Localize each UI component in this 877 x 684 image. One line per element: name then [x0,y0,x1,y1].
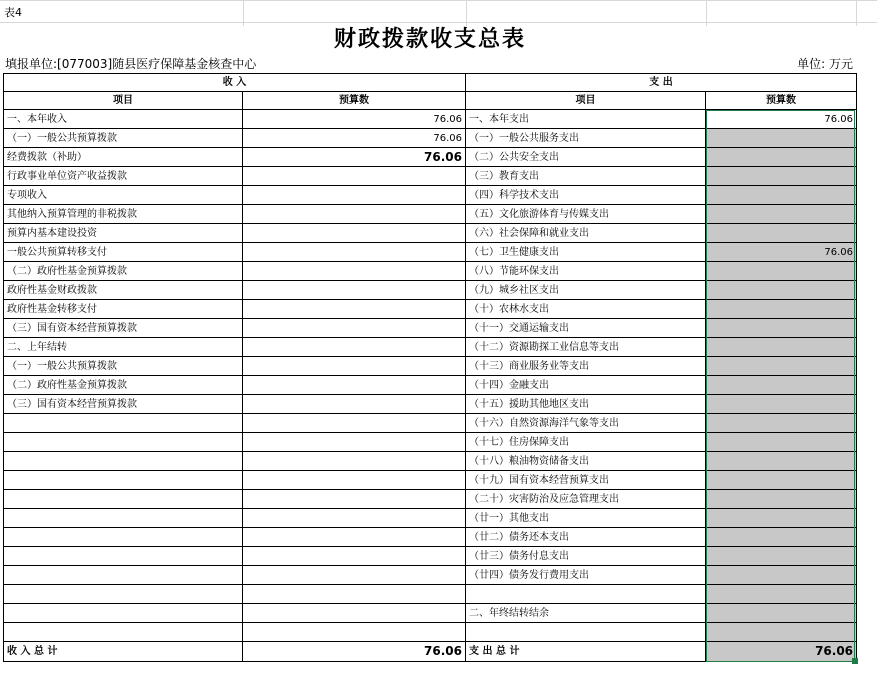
header-row-columns [4,92,857,110]
income-value-cell[interactable] [243,281,466,300]
table-row [4,547,857,566]
income-value-cell[interactable]: 76.06 [243,148,466,167]
income-item-cell[interactable] [4,471,243,490]
expense-item-cell[interactable] [466,585,706,604]
income-item-cell[interactable]: （二）政府性基金预算拨款 [4,376,243,395]
table-row [4,129,857,148]
table-row [4,433,857,452]
table-row [4,509,857,528]
expense-value-cell[interactable] [706,528,857,547]
table-row [4,205,857,224]
expense-value-cell[interactable] [706,357,857,376]
income-total-label[interactable]: 收 入 总 计 [4,642,243,662]
table-row [4,338,857,357]
header-row-group [4,74,857,92]
expense-value-cell[interactable] [706,281,857,300]
fill-handle[interactable] [852,658,858,664]
income-value-cell[interactable] [243,205,466,224]
income-value-cell[interactable] [243,490,466,509]
expense-item-cell[interactable]: （七）卫生健康支出 [466,243,706,262]
income-value-cell[interactable] [243,547,466,566]
income-item-header[interactable]: 项目 [4,92,243,110]
income-total-value[interactable]: 76.06 [243,642,466,662]
income-value-cell[interactable] [243,167,466,186]
table-row [4,300,857,319]
expense-item-cell[interactable]: （一）一般公共服务支出 [466,129,706,148]
table-row [4,148,857,167]
table-row [4,357,857,376]
expense-item-cell[interactable]: （廿一）其他支出 [466,509,706,528]
expense-value-cell[interactable] [706,490,857,509]
expense-item-cell[interactable]: 二、年终结转结余 [466,604,706,623]
income-item-cell[interactable] [4,528,243,547]
income-item-cell[interactable]: 行政事业单位资产收益拨款 [4,167,243,186]
income-item-cell[interactable] [4,585,243,604]
income-item-cell[interactable]: （三）国有资本经营预算拨款 [4,319,243,338]
income-value-cell[interactable]: 76.06 [243,110,466,129]
expense-item-cell[interactable]: （二）公共安全支出 [466,148,706,167]
income-value-cell[interactable] [243,623,466,642]
income-value-cell[interactable] [243,300,466,319]
expense-value-cell[interactable] [706,300,857,319]
table-row [4,186,857,205]
table-row [4,376,857,395]
expense-value-cell[interactable] [706,395,857,414]
expense-value-cell[interactable] [706,566,857,585]
expense-value-cell[interactable] [706,547,857,566]
table-row [4,319,857,338]
expense-total-value[interactable]: 76.06 [706,642,857,662]
expense-item-cell[interactable]: （九）城乡社区支出 [466,281,706,300]
income-item-cell[interactable] [4,490,243,509]
income-value-cell[interactable] [243,414,466,433]
table-row [4,395,857,414]
table-row [4,566,857,585]
income-value-cell[interactable] [243,566,466,585]
expense-item-header[interactable]: 项目 [466,92,706,110]
expense-value-cell[interactable] [706,338,857,357]
expense-item-cell[interactable]: （四）科学技术支出 [466,186,706,205]
income-value-cell[interactable] [243,471,466,490]
expense-value-cell[interactable] [706,433,857,452]
expense-item-cell[interactable]: （十三）商业服务业等支出 [466,357,706,376]
income-value-cell[interactable] [243,452,466,471]
income-item-cell[interactable] [4,547,243,566]
expense-value-cell[interactable] [706,129,857,148]
income-value-cell[interactable] [243,186,466,205]
expense-item-cell[interactable]: （十一）交通运输支出 [466,319,706,338]
income-value-cell[interactable] [243,224,466,243]
expense-value-cell[interactable] [706,414,857,433]
table-row [4,243,857,262]
expense-value-cell[interactable]: 76.06 [706,243,857,262]
income-item-cell[interactable]: 二、上年结转 [4,338,243,357]
table-row [4,452,857,471]
income-value-cell[interactable] [243,604,466,623]
income-item-cell[interactable]: （一）一般公共预算拨款 [4,129,243,148]
income-item-cell[interactable] [4,414,243,433]
expense-value-cell[interactable] [706,262,857,281]
table-row [4,490,857,509]
expense-value-cell[interactable] [706,148,857,167]
income-item-cell[interactable]: （三）国有资本经营预算拨款 [4,395,243,414]
expense-header[interactable]: 支 出 [466,74,857,92]
expense-value-cell[interactable] [706,509,857,528]
income-value-cell[interactable] [243,243,466,262]
income-item-cell[interactable] [4,604,243,623]
income-item-cell[interactable]: 一、本年收入 [4,110,243,129]
expense-item-cell[interactable]: （二十）灾害防治及应急管理支出 [466,490,706,509]
expense-value-cell[interactable]: 76.06 [706,110,857,129]
expense-item-cell[interactable]: （十七）住房保障支出 [466,433,706,452]
expense-item-cell[interactable]: （十二）资源勘探工业信息等支出 [466,338,706,357]
income-header[interactable]: 收 入 [4,74,466,92]
sheet-label[interactable]: 表4 [4,6,22,19]
expense-value-cell[interactable] [706,205,857,224]
currency-unit[interactable]: 单位: 万元 [797,57,853,71]
table-row [4,414,857,433]
expense-budget-header[interactable]: 预算数 [706,92,857,110]
table-row [4,167,857,186]
expense-value-cell[interactable] [706,319,857,338]
table-row [4,281,857,300]
expense-item-cell[interactable]: （廿三）债务付息支出 [466,547,706,566]
income-value-cell[interactable] [243,433,466,452]
income-item-cell[interactable]: （一）一般公共预算拨款 [4,357,243,376]
expense-item-cell[interactable]: （廿四）债务发行费用支出 [466,566,706,585]
expense-value-cell[interactable] [706,471,857,490]
income-item-cell[interactable] [4,509,243,528]
totals-row [4,642,857,662]
expense-value-cell[interactable] [706,452,857,471]
income-item-cell[interactable]: 经费拨款（补助） [4,148,243,167]
income-value-cell[interactable]: 76.06 [243,129,466,148]
income-item-cell[interactable]: 一般公共预算转移支付 [4,243,243,262]
income-value-cell[interactable] [243,395,466,414]
expense-item-cell[interactable]: （十八）粮油物资储备支出 [466,452,706,471]
expense-value-cell[interactable] [706,224,857,243]
table-row [4,604,857,623]
table-row [4,262,857,281]
gridline [0,0,877,1]
expense-item-cell[interactable]: （十四）金融支出 [466,376,706,395]
expense-item-cell[interactable]: 一、本年支出 [466,110,706,129]
income-item-cell[interactable] [4,433,243,452]
expense-value-cell[interactable] [706,167,857,186]
reporting-unit[interactable]: 填报单位:[077003]随县医疗保障基金核查中心 [5,57,257,71]
table-row [4,528,857,547]
income-item-cell[interactable]: 其他纳入预算管理的非税拨款 [4,205,243,224]
income-value-cell[interactable] [243,338,466,357]
expense-item-cell[interactable]: （十六）自然资源海洋气象等支出 [466,414,706,433]
table-row [4,585,857,604]
expense-item-cell[interactable]: （五）文化旅游体育与传媒支出 [466,205,706,224]
expense-value-cell[interactable] [706,186,857,205]
expense-value-cell[interactable] [706,376,857,395]
table-row [4,224,857,243]
income-value-cell[interactable] [243,528,466,547]
table-row [4,110,857,129]
income-value-cell[interactable] [243,319,466,338]
report-title[interactable]: 财政拨款收支总表 [333,26,526,52]
expense-item-cell[interactable] [466,623,706,642]
expense-item-cell[interactable]: （十）农林水支出 [466,300,706,319]
table-row [4,623,857,642]
budget-table [3,73,857,662]
income-item-cell[interactable]: （二）政府性基金预算拨款 [4,262,243,281]
income-item-cell[interactable]: 专项收入 [4,186,243,205]
expense-value-cell[interactable] [706,604,857,623]
income-item-cell[interactable] [4,452,243,471]
income-value-cell[interactable] [243,585,466,604]
expense-item-cell[interactable]: （十九）国有资本经营预算支出 [466,471,706,490]
income-value-cell[interactable] [243,376,466,395]
expense-value-cell[interactable] [706,585,857,604]
income-item-cell[interactable]: 政府性基金财政拨款 [4,281,243,300]
income-item-cell[interactable]: 政府性基金转移支付 [4,300,243,319]
expense-item-cell[interactable]: （六）社会保障和就业支出 [466,224,706,243]
income-value-cell[interactable] [243,357,466,376]
expense-value-cell[interactable] [706,623,857,642]
expense-total-label[interactable]: 支 出 总 计 [466,642,706,662]
income-item-cell[interactable] [4,566,243,585]
expense-item-cell[interactable]: （八）节能环保支出 [466,262,706,281]
expense-item-cell[interactable]: （三）教育支出 [466,167,706,186]
expense-item-cell[interactable]: （十五）援助其他地区支出 [466,395,706,414]
income-budget-header[interactable]: 预算数 [243,92,466,110]
income-item-cell[interactable]: 预算内基本建设投资 [4,224,243,243]
income-value-cell[interactable] [243,262,466,281]
income-item-cell[interactable] [4,623,243,642]
table-row [4,471,857,490]
expense-item-cell[interactable]: （廿二）债务还本支出 [466,528,706,547]
income-value-cell[interactable] [243,509,466,528]
